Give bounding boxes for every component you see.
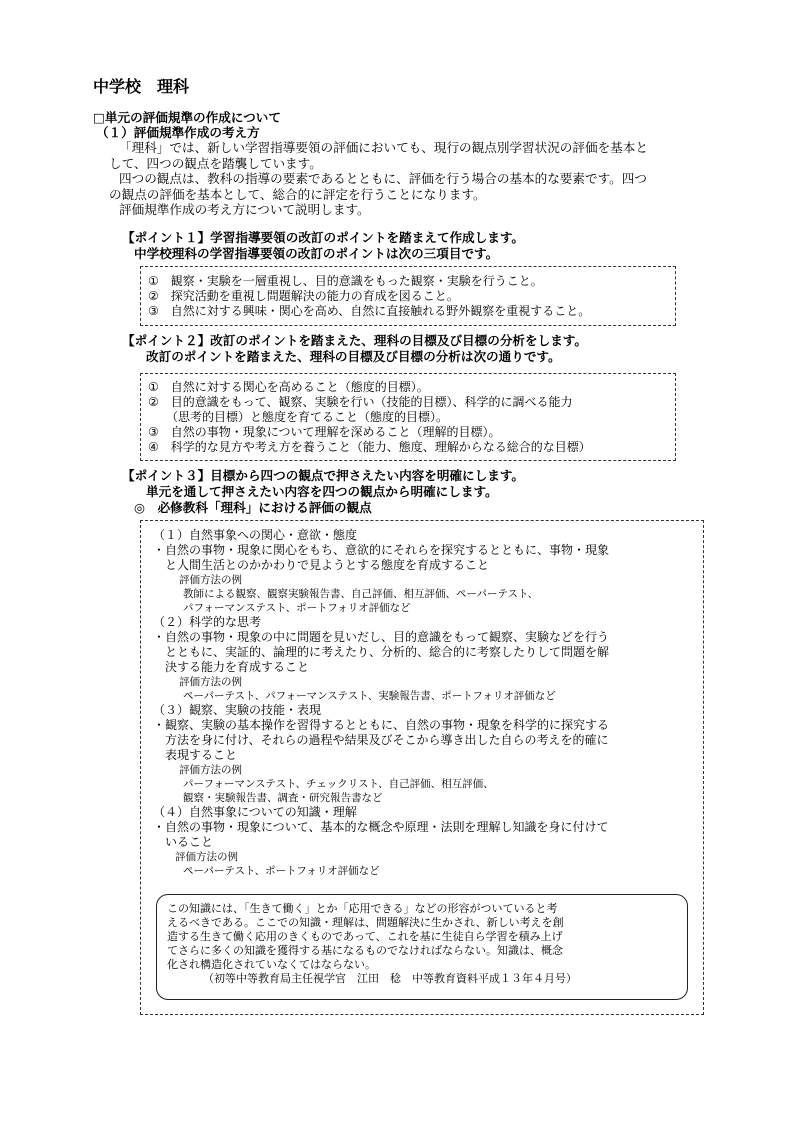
viewpoint-body-line: ・自然の事物・現象の中に問題を見いだし、目的意識をもって観察、実験などを行う <box>153 630 610 644</box>
subheading: （１）評価規準作成の考え方 <box>96 125 260 140</box>
methods-label: 評価方法の例 <box>179 764 242 776</box>
point1-items-box <box>140 266 676 326</box>
point2-item: ② 目的意識をもって、観察、実験を行い（技能的目標）、科学的に調べる能力 <box>148 395 573 409</box>
viewpoint-item <box>153 805 609 878</box>
point1-item: ③ 自然に対する興味・関心を高め、自然に直接触れる野外観察を重視すること。 <box>148 304 591 318</box>
intro-line: 四つの観点は、教科の指導の要素であるとともに、評価を行う場合の基本的な要素です。四つ <box>119 171 647 186</box>
point2-item: ④ 科学的な見方や考え方を養うこと（能力、態度、理解からなる総合的な目標） <box>148 440 591 454</box>
point1-heading: 【ポイント１】学習指導要領の改訂のポイントを踏まえて作成します。 <box>122 230 524 245</box>
intro-line: の観点の評価を基本として、総合的に評定を行うことになります。 <box>109 186 486 202</box>
viewpoint-title: （１）自然事象への関心・意欲・態度 <box>153 528 358 542</box>
method-line: 観察・実験報告書、調査・研究報告書など <box>183 792 383 804</box>
viewpoint-body-line: ・自然の事物・現象について、基本的な概念や原理・法則を理解し知識を身に付けて <box>153 820 609 834</box>
method-line: パーフォーマンステスト、チェックリスト、自己評価、相互評価、 <box>183 778 494 790</box>
viewpoint-body-line: 表現すること <box>153 748 238 762</box>
methods-label: 評価方法の例 <box>175 851 238 863</box>
point2-items-box <box>140 373 676 461</box>
viewpoint-body-line: と人間生活とのかかわりで見ようとする態度を育成すること <box>153 558 490 572</box>
quote-line: この知識には、「生きて働く」とか「応用できる」などの形容がついていると考 <box>167 902 558 915</box>
viewpoint-body-line: ・自然の事物・現象に関心をもち、意欲的にそれらを探究するとともに、事物・現象 <box>153 543 610 557</box>
viewpoint-body-line: 決する能力を育成すること <box>153 660 310 674</box>
viewpoint-body-line: ・観察、実験の基本操作を習得するとともに、自然の事物・現象を科学的に探究する <box>153 718 610 732</box>
viewpoint-title: （３）観察、実験の技能・表現 <box>153 703 322 717</box>
method-line: ペーパーテスト、パフォーマンステスト、実験報告書、ポートフォリオ評価など <box>183 690 556 702</box>
section-heading: □単元の評価規準の作成について <box>93 110 281 125</box>
point2-item: （思考的目標）と態度を育てること（態度的目標）。 <box>148 410 449 424</box>
point2-item: ① 自然に対する関心を高めること（態度的目標）。 <box>148 380 429 394</box>
intro-line: して、四つの観点を踏襲しています。 <box>109 155 322 171</box>
point2-heading: 【ポイント２】改訂のポイントを踏まえた、理科の目標及び目標の分析をします。 <box>122 333 587 348</box>
viewpoint-title: （２）科学的な思考 <box>153 615 262 629</box>
quote-line: てさらに多くの知識を獲得する基になるものでなければならない。知識は、概念 <box>167 944 563 957</box>
method-line: ペーパーテスト、ポートフォリオ評価など <box>183 865 380 877</box>
viewpoint-body-line: とともに、実証的、論理的に考えたり、分析的、総合的に考察したりして問題を解 <box>153 645 610 659</box>
viewpoint-item <box>153 615 609 703</box>
point1-item: ② 探究活動を重視し問題解決の能力の育成を図ること。 <box>148 289 459 303</box>
method-line: パフォーマンステスト、ポートフォリオ評価など <box>183 602 411 614</box>
page-title: 中学校 理科 <box>93 77 190 96</box>
intro-line: 評価規準作成の考え方について説明します。 <box>119 202 370 217</box>
quote-line: 造する生きて働く応用のきくものであって、これを基に生徒自ら学習を積み上げ <box>167 930 563 943</box>
viewpoint-title: （４）自然事象についての知識・理解 <box>153 805 357 819</box>
viewpoint-body-line: 方法を身に付け、それらの過程や結果及びそこから導き出した自らの考えを的確に <box>153 733 609 747</box>
point2-subheading: 改訂のポイントを踏まえた、理科の目標及び目標の分析は次の通りです。 <box>146 349 561 364</box>
quote-source: （初等中等教育局主任視学官 江田 稔 中等教育資料平成１３年４月号） <box>203 972 577 985</box>
quote-line: 化され構造化されていなくてはならない。 <box>167 958 376 971</box>
quote-line: えるべきである。ここでの知識・理解は、問題解決に生かされ、新しい考えを創 <box>167 916 564 929</box>
point2-item: ③ 自然の事物・現象について理解を深めること（理解的目標）。 <box>148 425 501 439</box>
intro-line: 「理科」では、新しい学習指導要領の評価においても、現行の観点別学習状況の評価を基本と <box>119 140 648 155</box>
viewpoints-box <box>140 520 704 1015</box>
point3-heading: 【ポイント３】目標から四つの観点で押さえたい内容を明確にします。 <box>122 468 524 483</box>
point1-item: ① 観察・実験を一層重視し、目的意識をもった観察・実験を行うこと。 <box>148 274 543 288</box>
viewpoint-item <box>153 528 609 615</box>
viewpoint-item <box>153 703 609 805</box>
intro-paragraph <box>109 140 648 218</box>
quote-box <box>156 894 688 1000</box>
methods-label: 評価方法の例 <box>179 676 242 688</box>
point3-mark-heading: ◎ 必修教科「理科」における評価の観点 <box>134 500 372 515</box>
point3-subheading: 単元を通して押さえたい内容を四つの観点から明確にします。 <box>146 484 498 499</box>
method-line: 教師による観察、観察実験報告書、自己評価、相互評価、ペーパーテスト、 <box>183 588 539 600</box>
point1-subheading: 中学校理科の学習指導要領の改訂のポイントは次の三項目です。 <box>134 246 499 261</box>
methods-label: 評価方法の例 <box>179 574 242 586</box>
viewpoint-body-line: いること <box>153 835 214 849</box>
